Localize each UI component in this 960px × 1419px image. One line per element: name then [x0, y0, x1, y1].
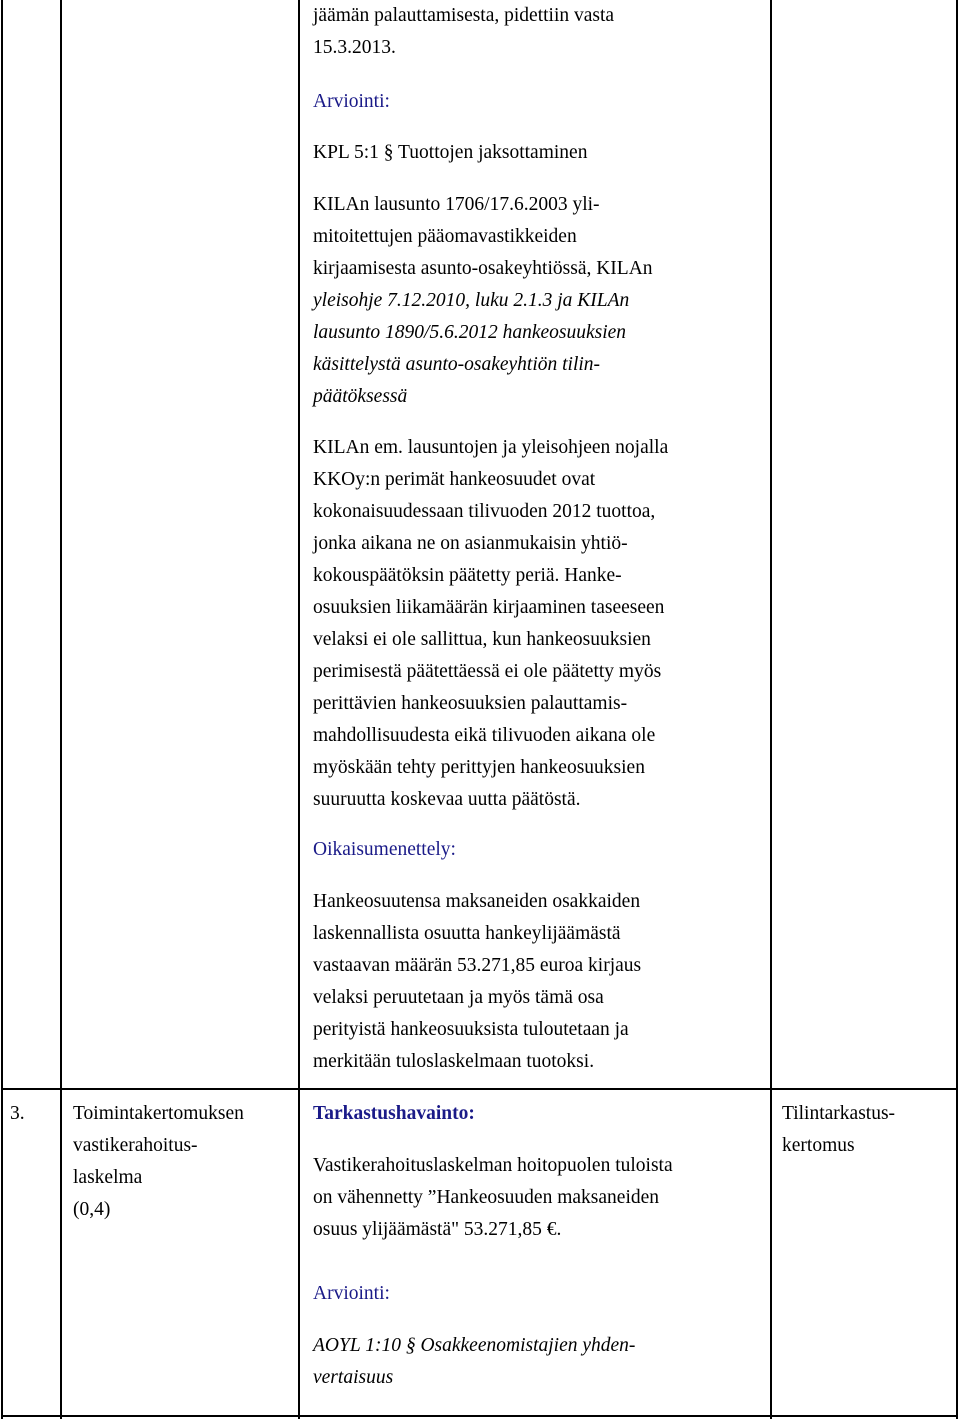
continuation-text — [313, 0, 614, 64]
text-line: kokouspäätöksin päätetty periä. Hanke- — [313, 565, 622, 586]
arviointi-heading: Arviointi: — [313, 91, 390, 112]
text-line: kokonaisuudessaan tilivuoden 2012 tuottoa, — [313, 501, 656, 522]
column-divider-finding — [770, 0, 772, 1419]
text-line: osuuksien liikamäärän kirjaaminen taseeseen — [313, 597, 665, 618]
text-line: on vähennetty ”Hankeosuuden maksaneiden — [313, 1187, 660, 1208]
row-number: 3. — [10, 1103, 25, 1124]
kpl-reference: KPL 5:1 § Tuottojen jaksottaminen — [313, 142, 588, 163]
text-line: Vastikerahoituslaskelman hoitopuolen tuloista — [313, 1155, 673, 1176]
law-reference — [313, 1330, 635, 1394]
text-line: jonka aikana ne on asianmukaisin yhtiö- — [313, 533, 628, 554]
text-line: käsittelystä asunto-osakeyhtiön tilin- — [313, 354, 601, 375]
text-line: perityistä hankeosuuksista tuloutetaan ja — [313, 1019, 629, 1040]
text-line: KILAn em. lausuntojen ja yleisohjeen nojalla — [313, 437, 669, 458]
text-line: jäämän palauttamisesta, pidettiin vasta — [313, 5, 615, 26]
reference-cell — [782, 1098, 895, 1162]
text-line: Hankeosuutensa maksaneiden osakkaiden — [313, 891, 641, 912]
text-line: vastaavan määrän 53.271,85 euroa kirjaus — [313, 955, 642, 976]
text-line: perimisestä päätettäessä ei ole päätetty myös — [313, 661, 662, 682]
arviointi-heading: Arviointi: — [313, 1283, 390, 1304]
finding-heading: Tarkastushavainto: — [313, 1103, 475, 1124]
text-line: merkitään tuloslaskelmaan tuotoksi. — [313, 1051, 595, 1072]
text-line: osuus ylijäämästä" 53.271,85 €. — [313, 1219, 562, 1240]
column-divider-number — [60, 0, 62, 1419]
correction-paragraph — [313, 886, 641, 1078]
text-line: mahdollisuudesta eikä tilivuoden aikana ole — [313, 725, 656, 746]
text-line: laskelma — [73, 1167, 143, 1188]
text-line: kertomus — [782, 1135, 855, 1156]
item-cell — [73, 1098, 244, 1226]
row-divider — [1, 1088, 958, 1090]
table-border-right — [956, 0, 958, 1419]
text-line: 15.3.2013. — [313, 37, 396, 58]
text-line: velaksi peruutetaan ja myös tämä osa — [313, 987, 604, 1008]
text-line: AOYL 1:10 § Osakkeenomistajien yhden- — [313, 1335, 636, 1356]
text-line: myöskään tehty perittyjen hankeosuuksien — [313, 757, 645, 778]
text-line: (0,4) — [73, 1199, 111, 1220]
analysis-paragraph — [313, 432, 668, 816]
table-border-left — [1, 0, 3, 1419]
finding-paragraph — [313, 1150, 673, 1246]
text-line: lausunto 1890/5.6.2012 hankeosuuksien — [313, 322, 627, 343]
correction-heading: Oikaisumenettely: — [313, 839, 456, 860]
text-line: Tilintarkastus- — [782, 1103, 896, 1124]
text-line: Toimintakertomuksen — [73, 1103, 244, 1124]
text-line: KILAn lausunto 1706/17.6.2003 yli- — [313, 194, 600, 215]
text-line: mitoitettujen pääomavastikkeiden — [313, 226, 577, 247]
text-line: vastikerahoitus- — [73, 1135, 198, 1156]
text-line: KKOy:n perimät hankeosuudet ovat — [313, 469, 596, 490]
text-line: kirjaamisesta asunto-osakeyhtiössä, KILAn — [313, 258, 653, 279]
text-line: velaksi ei ole sallittua, kun hankeosuuksien — [313, 629, 651, 650]
kila-statement — [313, 189, 653, 413]
text-line: vertaisuus — [313, 1367, 394, 1388]
column-divider-item — [298, 0, 300, 1419]
text-line: perittävien hankeosuuksien palauttamis- — [313, 693, 628, 714]
text-line: laskennallista osuutta hankeylijäämästä — [313, 923, 621, 944]
text-line: yleisohje 7.12.2010, luku 2.1.3 ja KILAn — [313, 290, 630, 311]
table-border-bottom — [1, 1415, 958, 1417]
text-line: suuruutta koskevaa uutta päätöstä. — [313, 789, 581, 810]
text-line: päätöksessä — [313, 386, 408, 407]
